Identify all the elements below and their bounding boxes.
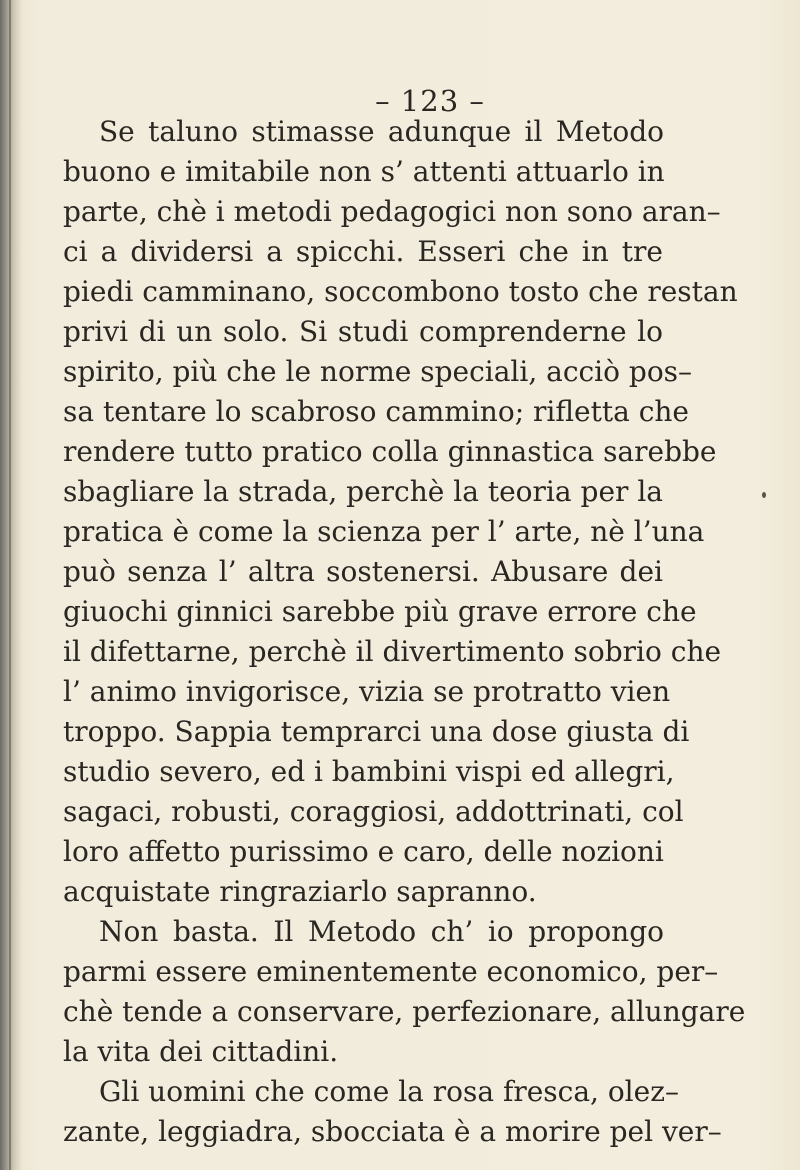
text-line: sagaci, robusti, coraggiosi, addottrinati, col (63, 795, 684, 828)
text-line: buono e imitabile non s’ attenti attuarlo in (63, 155, 665, 188)
text-line: privi di un solo. Si studi comprenderne lo (63, 315, 663, 348)
text-line: pratica è come la scienza per l’ arte, nè l’una (63, 515, 705, 548)
page-number: – 123 – (375, 84, 485, 118)
text-line: l’ animo invigorisce, vizia se protratto vien (63, 675, 671, 708)
text-line: piedi camminano, soccombono tosto che restan (63, 275, 738, 308)
text-line: chè tende a conservare, perfezionare, allungare (63, 995, 746, 1028)
text-line: parmi essere eminentemente economico, per– (63, 955, 719, 988)
text-line: parte, chè i metodi pedagogici non sono aran– (63, 195, 721, 228)
text-line: sbagliare la strada, perchè la teoria per la (63, 475, 663, 508)
ink-speck (762, 492, 766, 498)
text-line: la vita dei cittadini. (63, 1035, 339, 1068)
text-line: Se taluno stimasse adunque il Metodo (99, 115, 664, 148)
text-line: loro affetto purissimo e caro, delle nozioni (63, 835, 664, 868)
text-line: Non basta. Il Metodo ch’ io propongo (99, 915, 664, 948)
text-line: spirito, più che le norme speciali, acciò pos– (63, 355, 693, 388)
text-line: sa tentare lo scabroso cammino; rifletta che (63, 395, 689, 428)
text-line: ci a dividersi a spicchi. Esseri che in tre (63, 235, 663, 268)
text-line: zante, leggiadra, sbocciata è a morire pel ver– (63, 1115, 722, 1148)
text-line: studio severo, ed i bambini vispi ed allegri, (63, 755, 675, 788)
text-line: rendere tutto pratico colla ginnastica sarebbe (63, 435, 717, 468)
text-line: il difettarne, perchè il divertimento sobrio che (63, 635, 722, 668)
text-line: acquistate ringraziarlo sapranno. (63, 875, 537, 908)
text-line: troppo. Sappia temprarci una dose giusta di (63, 715, 690, 748)
text-line: Gli uomini che come la rosa fresca, olez– (99, 1075, 679, 1108)
text-line: può senza l’ altra sostenersi. Abusare dei (63, 555, 663, 588)
text-line: giuochi ginnici sarebbe più grave errore che (63, 595, 697, 628)
